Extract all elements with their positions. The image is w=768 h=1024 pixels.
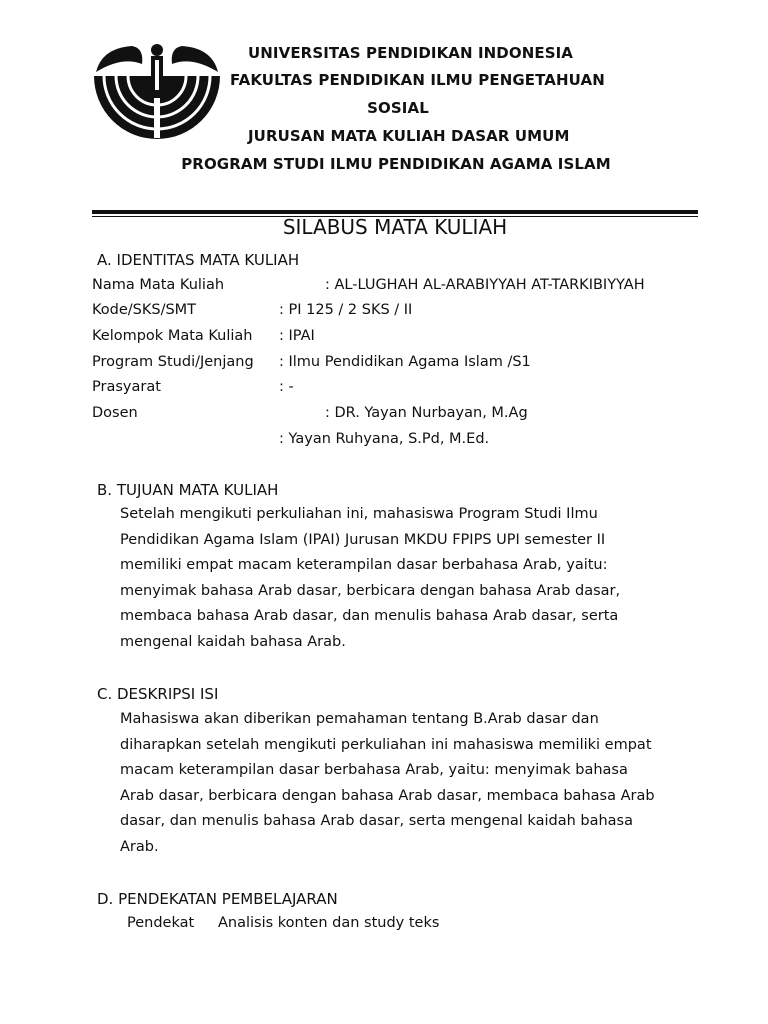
section-c-body	[120, 707, 655, 861]
identity-value: : DR. Yayan Nurbayan, M.Ag	[325, 405, 528, 421]
document-title: SILABUS MATA KULIAH	[282, 215, 508, 239]
paragraph-line: Mahasiswa akan diberikan pemahaman tentang B.Arab dasar dan	[120, 711, 599, 727]
university-name: UNIVERSITAS PENDIDIKAN INDONESIA	[248, 44, 574, 62]
section-c-heading: C. DESKRIPSI ISI	[97, 685, 219, 703]
header-divider-thick	[92, 210, 698, 214]
paragraph-line: Arab dasar, berbicara dengan bahasa Arab dasar, membaca bahasa Arab	[120, 787, 655, 804]
identity-value: : IPAI	[279, 328, 315, 344]
approach-label: Pendekat	[127, 915, 195, 931]
identity-value: : PI 125 / 2 SKS / II	[279, 302, 413, 318]
approach-value: Analisis konten dan study teks	[218, 915, 440, 931]
identity-label: Nama Mata Kuliah	[92, 277, 225, 293]
university-logo	[92, 42, 222, 154]
identity-label: Program Studi/Jenjang	[92, 354, 254, 370]
identity-value: : Ilmu Pendidikan Agama Islam /S1	[279, 354, 531, 370]
identity-value: : Yayan Ruhyana, S.Pd, M.Ed.	[279, 431, 490, 447]
paragraph-line: Setelah mengikuti perkuliahan ini, mahasiswa Program Studi Ilmu	[120, 506, 598, 522]
paragraph-line: membaca bahasa Arab dasar, dan menulis bahasa Arab dasar, serta	[120, 608, 619, 625]
paragraph-line: memiliki empat macam keterampilan dasar berbahasa Arab, yaitu:	[120, 557, 608, 574]
section-b-heading: B. TUJUAN MATA KULIAH	[97, 481, 279, 499]
study-program-name: PROGRAM STUDI ILMU PENDIDIKAN AGAMA ISLAM	[181, 155, 611, 173]
identity-value: : AL-LUGHAH AL-ARABIYYAH AT-TARKIBIYYAH	[325, 277, 645, 293]
paragraph-line: Arab.	[120, 838, 159, 855]
section-d-heading: D. PENDEKATAN PEMBELAJARAN	[97, 890, 338, 908]
paragraph-line: Pendidikan Agama Islam (IPAI) Jurusan MKDU FPIPS UPI semester II	[120, 531, 606, 548]
paragraph-line: menyimak bahasa Arab dasar, berbicara dengan bahasa Arab dasar,	[120, 582, 621, 599]
paragraph-line: mengenal kaidah bahasa Arab.	[120, 633, 346, 650]
section-b-body	[120, 502, 620, 656]
paragraph-line: dasar, dan menulis bahasa Arab dasar, serta mengenal kaidah bahasa	[120, 813, 633, 830]
identity-label: Kelompok Mata Kuliah	[92, 328, 253, 344]
paragraph-line: macam keterampilan dasar berbahasa Arab, yaitu: menyimak bahasa	[120, 762, 628, 779]
faculty-name-cont: SOSIAL	[367, 99, 429, 117]
identity-value: : -	[279, 379, 294, 395]
faculty-name: FAKULTAS PENDIDIKAN ILMU PENGETAHUAN	[230, 71, 605, 89]
identity-label: Kode/SKS/SMT	[92, 302, 197, 318]
paragraph-line: diharapkan setelah mengikuti perkuliahan ini mahasiswa memiliki empat	[120, 736, 652, 753]
section-a-heading: A. IDENTITAS MATA KULIAH	[97, 251, 300, 269]
identity-label: Dosen	[92, 405, 138, 421]
department-name: JURUSAN MATA KULIAH DASAR UMUM	[248, 127, 570, 145]
identity-label: Prasyarat	[92, 379, 161, 395]
